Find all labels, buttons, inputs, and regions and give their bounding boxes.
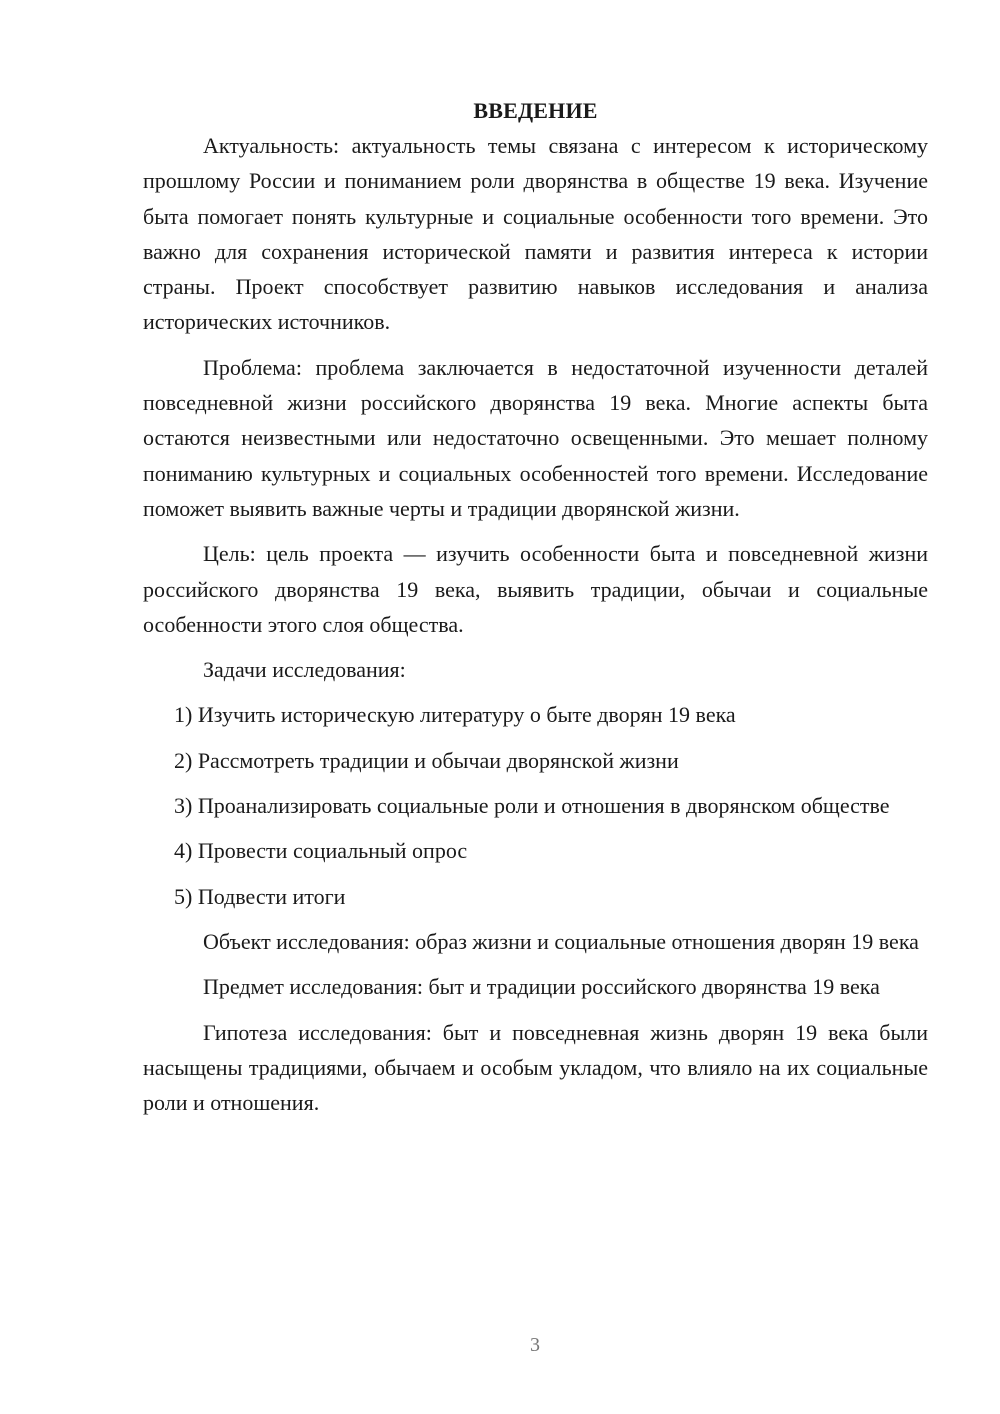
task-item-2: 2) Рассмотреть традиции и обычаи дворянской жизни — [174, 747, 679, 773]
tasks-list — [143, 697, 928, 913]
problem-paragraph: Проблема: проблема заключается в недостаточной изученности деталей повседневной жизни российского дворянства 19 века. Многие аспекты быта остаются неизвестными или недостаточно освещенными. Это мешает полному пониманию культурных и социальных особенностей того времени. Исследование поможет выявить важные черты и традиции дворянской жизни. — [143, 354, 928, 521]
object-paragraph: Объект исследования: образ жизни и социальные отношения дворян 19 века — [203, 928, 919, 954]
relevance-paragraph: Актуальность: актуальность темы связана с интересом к историческому прошлому России и пониманием роли дворянства в обществе 19 века. Изучение быта помогает понять культурные и социальные особенности того времени. Это важно для сохранения исторической памяти и развития интереса к истории страны. Проект способствует развитию навыков исследования и анализа исторических источников. — [143, 133, 928, 335]
page-title: ВВЕДЕНИЕ — [473, 98, 598, 123]
task-item-1: 1) Изучить историческую литературу о быте дворян 19 века — [174, 702, 736, 728]
subject-paragraph: Предмет исследования: быт и традиции российского дворянства 19 века — [203, 974, 880, 1000]
goal-paragraph: Цель: цель проекта — изучить особенности быта и повседневной жизни российского дворянства 19 века, выявить традиции, обычаи и социальные особенности этого слоя общества. — [143, 541, 928, 637]
task-item-3: 3) Проанализировать социальные роли и отношения в дворянском обществе — [174, 793, 890, 819]
document-page — [143, 93, 928, 1120]
tasks-heading: Задачи исследования: — [203, 657, 406, 683]
task-item-5: 5) Подвести итоги — [174, 883, 346, 909]
hypothesis-paragraph: Гипотеза исследования: быт и повседневная жизнь дворян 19 века были насыщены традициями, обычаем и особым укладом, что влияло на их социальные роли и отношения. — [143, 1019, 928, 1116]
page-number: 3 — [530, 1334, 540, 1356]
task-item-4: 4) Провести социальный опрос — [174, 838, 468, 864]
